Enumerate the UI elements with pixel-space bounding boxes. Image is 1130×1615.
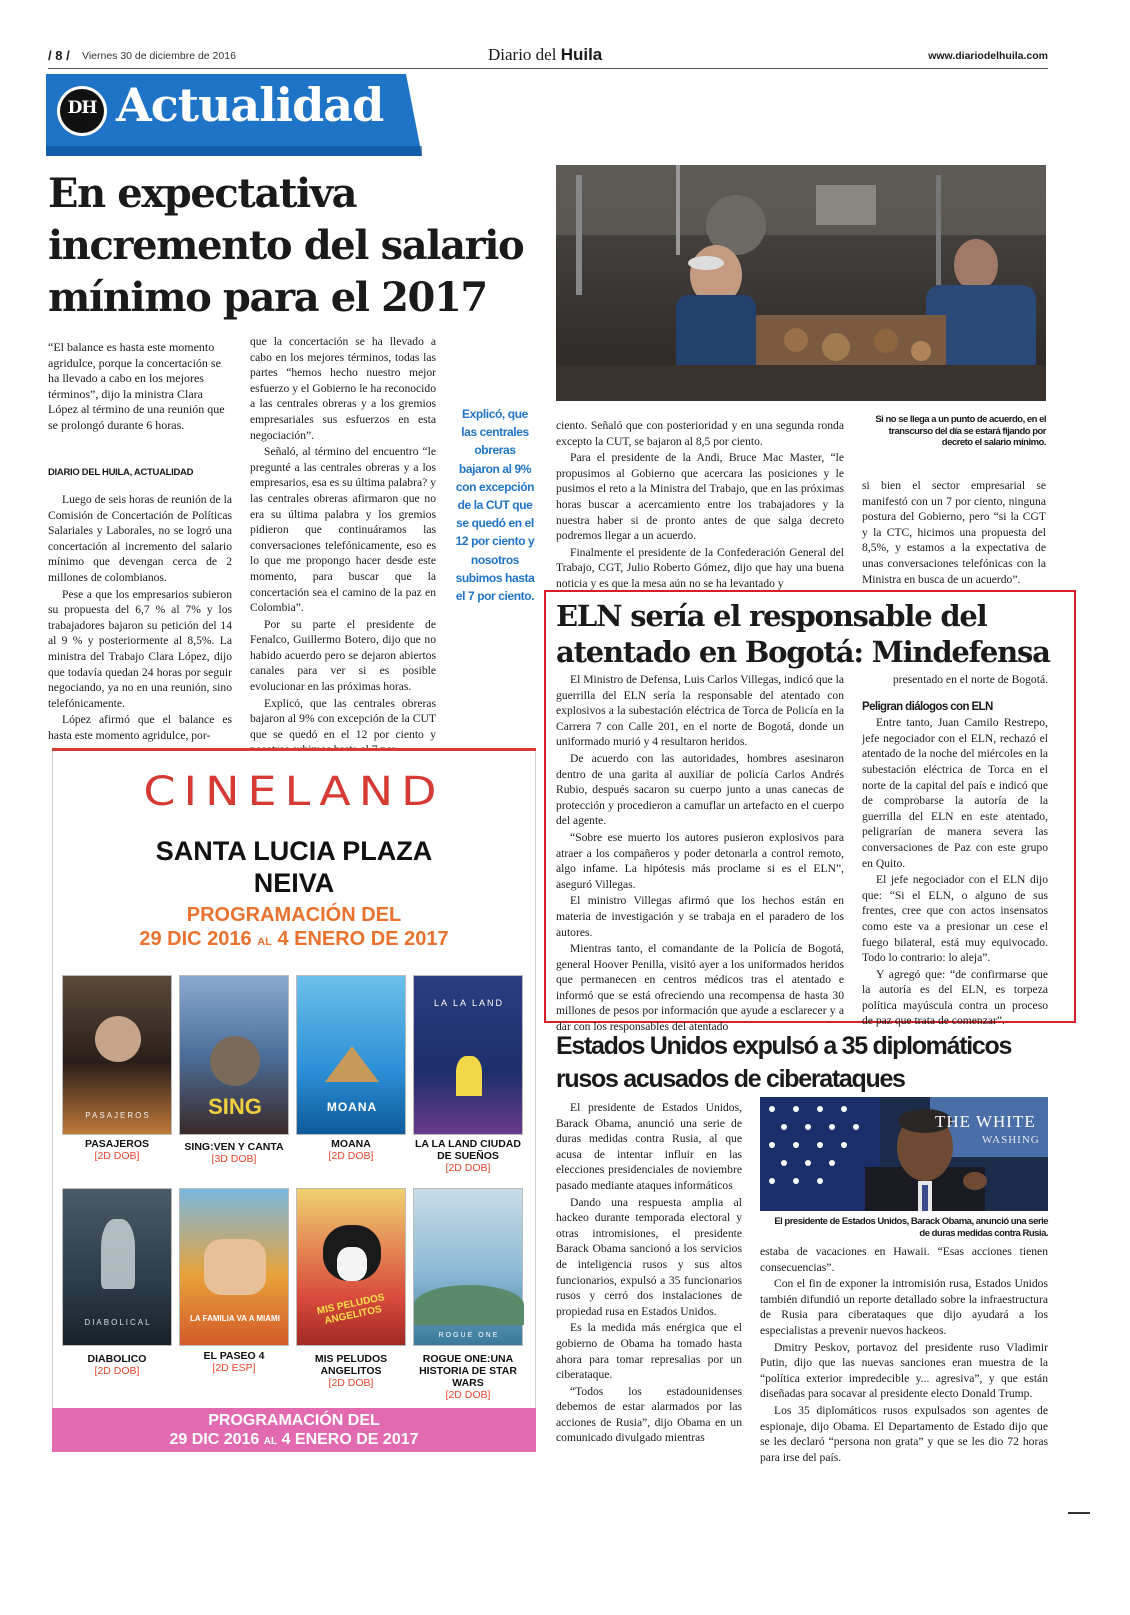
- poster-text: MIS PELUDOS ANGELITOS: [316, 1292, 386, 1327]
- paragraph: ciento. Señaló que con posterioridad y en una segunda ronda excepto la CUT, se bajaron al 8,5 por ciento.: [556, 419, 844, 448]
- salary-column-4: [862, 478, 1046, 588]
- eln-subhead: Peligran diálogos con ELN: [862, 700, 993, 713]
- movie-format: [3D DOB]: [211, 1153, 257, 1165]
- paragraph: Por su parte el presidente de Fenalco, Guillermo Botero, dijo que no habido acuerdo pero se dejaron abiertos canales para ver si es posible evolucionar en las próximas horas.: [250, 617, 436, 694]
- website-link[interactable]: www.diariodelhuila.com: [928, 50, 1048, 62]
- poster-text: LA FAMILIA VA A MIAMI: [190, 1314, 280, 1323]
- obama-photo-caption: El presidente de Estados Unidos, Barack Obama, anunció una serie de duras medidas contra Rusia.: [774, 1216, 1048, 1239]
- section-title: Actualidad: [116, 78, 384, 132]
- movie-title: LA LA LAND CIUDAD DE SUEÑOS: [415, 1138, 521, 1162]
- paragraph: López afirmó que el balance es hasta este momento agridulce, por-: [48, 713, 232, 742]
- poster-text: SING: [208, 1094, 262, 1119]
- salary-column-3: [556, 418, 844, 590]
- poster-text: LA LA LAND: [433, 998, 505, 1008]
- eln-headline: [556, 598, 1066, 670]
- ad-programming-dates: [52, 928, 536, 951]
- usa-headline-line1: Estados Unidos expulsó a 35 diplomáticos: [556, 1032, 1012, 1060]
- poster-text: ROGUE ONE: [438, 1332, 500, 1339]
- poster-text: PASAJEROS: [85, 1111, 151, 1120]
- movie-poster-el-paseo-4[interactable]: [179, 1188, 289, 1346]
- paragraph: Entre tanto, Juan Camilo Restrepo, jefe negociador con el ELN, rechazó el atentado de la noche del miércoles en la subestación eléctrica de Torca en el norte de la capital del país e indicó que de comprobarse la autoría de la guerrilla del ELN en este atentado, peligrarían de manera severa las conversaciones de Paz con este grupo en Quito.: [862, 716, 1048, 870]
- movie-title-pasajeros: [57, 1138, 177, 1162]
- usa-headline: [556, 1030, 1051, 1096]
- movie-title: PASAJEROS: [85, 1138, 149, 1150]
- movie-title-sing: [174, 1141, 294, 1165]
- ad-footer-date-end: 4 ENERO DE 2017: [281, 1431, 419, 1448]
- movie-format: [2D DOB]: [445, 1389, 491, 1401]
- eln-headline-line1: ELN sería el responsable del: [556, 599, 987, 633]
- factory-photo-caption: Si no se llega a un punto de acuerdo, en el transcurso del día se estará fijando por decreto el salario mínimo.: [875, 414, 1046, 448]
- salary-byline: DIARIO DEL HUILA, ACTUALIDAD: [48, 467, 194, 478]
- masthead-prefix: Diario del: [488, 45, 557, 64]
- ad-venue-line2: NEIVA: [253, 868, 335, 898]
- paragraph: Con el fin de exponer la intromisión rusa, Estados Unidos también difundió un reporte detallado sobre la infraestructura de Rusia para ciberataques que dijo ayudará a los especialistas a prevenir nuevos hackeos.: [760, 1277, 1048, 1337]
- ad-footer-band: [52, 1408, 536, 1452]
- poster-text: DIABOLICAL: [84, 1318, 152, 1327]
- eln-column-1: [556, 672, 844, 1034]
- paragraph: El Ministro de Defensa, Luis Carlos Villegas, indicó que la guerrilla del ELN sería la responsable del atentado con explosivos a la subestación eléctrica de Torca de Policía en la Carrera 7 con Calle 201, en el norte de Bogotá, donde un uniformado murió y 4 resultaron heridos.: [556, 673, 844, 749]
- paragraph: Dmitry Peskov, portavoz del presidente ruso Vladimir Putin, dijo que las nuevas sanciones eran muestra de la “política exterior impredecible y... agresiva”, y que están diseñadas para socavar al presidente electo Donald Trump.: [760, 1340, 1048, 1401]
- movie-title-la-la-land: [408, 1138, 528, 1174]
- movie-title-rogue-one: [408, 1353, 528, 1401]
- movie-poster-la-la-land[interactable]: [413, 975, 523, 1135]
- paragraph: El jefe negociador con el ELN dijo que: “Si el ELN, o alguno de sus frentes, cree que con actos insensatos como este va a presionar un cese el fuego bilateral, está muy equivocado. Todo lo contrario: lo aleja”.: [862, 873, 1048, 965]
- usa-headline-line2: rusos acusados de ciberataques: [556, 1065, 905, 1093]
- movie-title: ROGUE ONE:UNA HISTORIA DE STAR WARS: [419, 1353, 517, 1389]
- movie-title: EL PASEO 4: [203, 1350, 265, 1362]
- salary-headline: [48, 168, 548, 324]
- paragraph: Explicó, que las centrales obreras bajaron al 9% con excepción de la CUT que se quedó en el 12 por ciento y: [250, 696, 436, 741]
- salary-column-2: [250, 334, 436, 741]
- movie-title: DIABOLICO: [87, 1353, 147, 1365]
- page-header: [48, 44, 1048, 70]
- ad-footer-label: PROGRAMACIÓN DEL: [208, 1412, 380, 1429]
- paragraph: El presidente de Estados Unidos, Barack Obama, anunció una serie de duras medidas contra Rusia, al que acusa de intentar influir en las elecciones presidenciales de noviembre pasado mediante ataques informáticos: [556, 1101, 742, 1192]
- salary-column-1: [48, 492, 232, 742]
- paragraph: Dando una respuesta amplia al hackeo durante temporada electoral y otras intromisiones, el presidente Barack Obama sancionó a los servicios de inteligencia rusos y sus altos funcionarios, expulsó a 35 funcionarios rusos y cerró dos instalaciones de propiedad rusa en Estados Unidos.: [556, 1195, 742, 1318]
- page-edge-mark: [1068, 1512, 1090, 1514]
- ad-programming-label: PROGRAMACIÓN DEL: [186, 904, 402, 926]
- paragraph: Para el presidente de la Andi, Bruce Mac Master, “le propusimos al Gobierno que acercara las posiciones y le pusimos el reto a la Ministra del Trabajo, que en las próximas horas buscar a acercamiento entre los trabajadores y la nuestra haber si de pronto antes de que salga decreto podremos llegar a un acuerdo.: [556, 451, 844, 543]
- movie-title: SING:VEN Y CANTA: [184, 1141, 284, 1153]
- salary-headline-line1: En expectativa: [48, 170, 357, 217]
- movie-poster-rogue-one[interactable]: [413, 1188, 523, 1346]
- salary-headline-line3: mínimo para el 2017: [48, 274, 487, 321]
- salary-lead: “El balance es hasta este momento agridulce, porque la concertación se ha llevado a cabo en los mejores términos”, dijo la ministra Clara López al término de una reunión que se prolongó durante 6 horas.: [48, 340, 225, 432]
- ad-venue-line1: SANTA LUCIA PLAZA: [155, 836, 433, 866]
- movie-format: [2D DOB]: [445, 1162, 491, 1174]
- movie-format: [2D DOB]: [94, 1150, 140, 1162]
- ad-footer-dates: [52, 1430, 536, 1451]
- paragraph: que la concertación se ha llevado a cabo en los mejores términos, todas las partes “hemos hecho nuestro mejor esfuerzo y el Gobierno le ha reconocido a las centrales obreras y a los gremios empresariales sus esfuerzos en esta negociación”.: [250, 335, 436, 442]
- page-number: / 8 /: [48, 48, 70, 63]
- ad-date-connector: AL: [257, 936, 272, 948]
- usa-column-2: [760, 1244, 1048, 1464]
- section-logo: DH: [67, 98, 97, 118]
- paragraph: presentado en el norte de Bogotá.: [892, 673, 1048, 686]
- obama-photo-sign-2: WASHING: [982, 1134, 1040, 1146]
- movie-poster-pasajeros[interactable]: [62, 975, 172, 1135]
- movie-title-diabolico: [57, 1353, 177, 1377]
- ad-date-end: 4 ENERO DE 2017: [277, 928, 449, 950]
- ad-footer-date-start: 29 DIC 2016: [169, 1431, 260, 1448]
- masthead: [488, 45, 602, 65]
- movie-title-el-paseo-4: [174, 1350, 294, 1374]
- movie-title: MOANA: [331, 1138, 371, 1150]
- ad-top-rule: [52, 748, 536, 751]
- movie-poster-sing[interactable]: [179, 975, 289, 1135]
- paragraph: “Sobre ese muerto los autores pusieron explosivos para atraer a los compañeros y poder detonarla a control remoto, algo infame. La hipótesis más proclame si es el ELN”, aseguró Villegas.: [556, 830, 844, 891]
- ad-footer-connector: AL: [263, 1436, 278, 1447]
- poster-text: MOANA: [326, 1100, 378, 1114]
- paragraph: El ministro Villegas afirmó que los hechos están en materia de investigación y se trabaja en el paradero de los autores.: [556, 894, 844, 939]
- eln-headline-line2: atentado en Bogotá: Mindefensa: [556, 635, 1050, 669]
- ad-date-start: 29 DIC 2016: [139, 928, 252, 950]
- paragraph: Los 35 diplomáticos rusos expulsados son agentes de espionaje, dijo Obama. El Departamento de Estado dijo que se les declaró “persona non grata” y que se les dio 72 horas para irse del país.: [760, 1403, 1048, 1464]
- obama-photo-sign: THE WHITE: [935, 1112, 1036, 1131]
- paragraph: Luego de seis horas de reunión de la Comisión de Concertación de Políticas Salariales y Laborales, no se logró una concertación al incremento del salario mínimo que devengan cerca de 2 millones de colombianos.: [48, 493, 232, 584]
- paragraph: Y agregó que: “de confirmarse que la autoría es del ELN, es torpeza política mayúscula contra un proceso de paz que trata de comenzar”.: [862, 967, 1048, 1028]
- usa-column-1: [556, 1100, 742, 1456]
- movie-format: [2D DOB]: [328, 1150, 374, 1162]
- movie-title-mis-peludos: [291, 1353, 411, 1389]
- movie-poster-diabolico[interactable]: [62, 1188, 172, 1346]
- paragraph: De acuerdo con las autoridades, hombres asesinaron dentro de una garita al auxiliar de policía Carlos Andrés Rubio, después sacaron su cuerpo junto a unas canecas de protección y procedieron a camuflar un artefacto en el cuerpo del agente.: [556, 751, 844, 828]
- paragraph: Señaló, al término del encuentro “le pregunté a las centrales obreras y a los empresarios, esa es su última palabra? y las centrales obreras afirmaron que no era su última palabra y los gremios pidieron que continuáramos las conversaciones telefónicamente, eso es lo que me propongo hacer desde este momento, para buscar que la concertación sea el camino de la paz en Colombia”.: [250, 445, 436, 615]
- paragraph: Es la medida más enérgica que el gobierno de Obama ha tomado hasta ahora para tomar represalias por un ciberataque.: [556, 1321, 742, 1382]
- salary-pullquote: Explicó, que las centrales obreras bajaron al 9% con excepción de la CUT que se quedó en el 12 por ciento y nosotros subimos hasta el 7 por ciento.: [455, 407, 535, 604]
- paragraph: Finalmente el presidente de la Confederación General del Trabajo, CGT, Julio Roberto Gómez, dijo que hay una buena noticia y es que la mesa aún no se ha levantado y: [556, 545, 844, 590]
- movie-title: MIS PELUDOS ANGELITOS: [314, 1353, 388, 1377]
- paragraph: si bien el sector empresarial se manifestó con un 7 por ciento, ninguna postura del Gobierno, pero “si la CGT y la CTC, hicimos una propuesta del 8,5%, y estamos a la expectativa de unas conversaciones telefónicas con la Ministra en busca de un acuerdo”.: [862, 479, 1046, 586]
- movie-poster-moana[interactable]: [296, 975, 406, 1135]
- masthead-name: Huila: [560, 45, 603, 64]
- movie-format: [2D DOB]: [94, 1365, 140, 1377]
- cineland-logo: CINELAND: [143, 767, 445, 815]
- eln-column-2: [862, 672, 1048, 1030]
- paragraph: Pese a que los empresarios subieron su propuesta del 6,7 % al 7% y los trabajadores bajaron su petición del 14 al 9 % y posteriormente al 8,5%. La ministra del Trabajo Clara López, dijo que todavía quedan 24 horas por seguir negociando, ya no en una reunión, sino telefónicamente.: [48, 587, 232, 710]
- paragraph: Mientras tanto, el comandante de la Policía de Bogotá, general Hoover Penilla, visitó ayer a los uniformados heridos que permanecen en centros médicos tras el atentado e informó que se está ofreciendo una recompensa de hasta 30 millones de pesos por información que ayude a esclarecer y a dar con los responsables del atentado: [556, 942, 844, 1034]
- movie-poster-mis-peludos-angelitos[interactable]: [296, 1188, 406, 1346]
- movie-title-moana: [291, 1138, 411, 1162]
- header-rule: [48, 68, 1048, 69]
- movie-format: [2D DOB]: [328, 1377, 374, 1389]
- factory-workers-photo: [556, 165, 1046, 401]
- paragraph: estaba de vacaciones en Hawaii. “Esas acciones tienen consecuencias”.: [760, 1245, 1048, 1274]
- salary-headline-line2: incremento del salario: [48, 222, 524, 269]
- paragraph: “Todos los estadounidenses debemos de estar alarmados por las acciones de Rusia”, dijo Obama en un comunicado divulgado mientras: [556, 1384, 742, 1445]
- page-date: Viernes 30 de diciembre de 2016: [82, 50, 236, 62]
- movie-format: [2D ESP]: [212, 1362, 256, 1374]
